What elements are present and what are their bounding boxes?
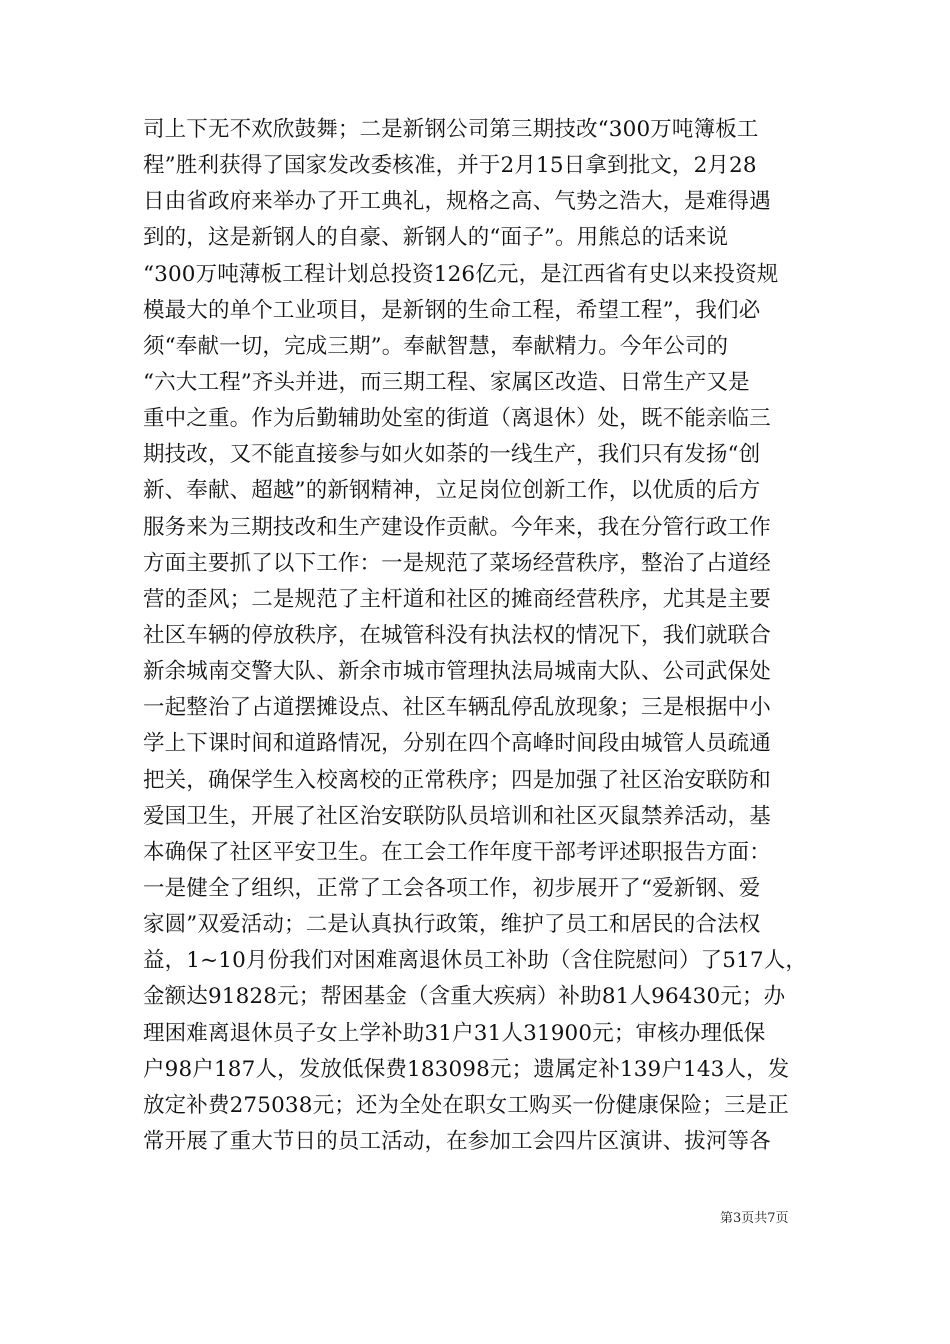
text-line: 一起整治了占道摆摊设点、社区车辆乱停乱放现象；三是根据中小: [143, 695, 771, 721]
text-line: 把关，确保学生入校离校的正常秩序；四是加强了社区治安联防和: [143, 767, 771, 793]
text-line: 户98户187人，发放低保费183098元；遗属定补139户143人，发: [143, 1056, 790, 1082]
text-line: “300万吨薄板工程计划总投资126亿元，是江西省有史以来投资规: [143, 261, 779, 287]
text-line: 本确保了社区平安卫生。在工会工作年度干部考评述职报告方面：: [143, 839, 771, 865]
page-number-footer: 第3页共7页: [720, 1211, 789, 1226]
text-line: 重中之重。作为后勤辅助处室的街道（离退休）处，既不能亲临三: [143, 406, 771, 432]
text-line: 理困难离退休员子女上学补助31户31人31900元；审核办理低保: [143, 1020, 766, 1046]
text-line: 司上下无不欢欣鼓舞；二是新钢公司第三期技改“300万吨簿板工: [143, 117, 759, 142]
text-line: “六大工程”齐头并进，而三期工程、家属区改造、日常生产又是: [143, 369, 750, 395]
text-line: 模最大的单个工业项目，是新钢的生命工程，希望工程”，我们必: [143, 297, 761, 323]
text-line: 期技改，又不能直接参与如火如荼的一线生产，我们只有发扬“创: [143, 442, 761, 468]
text-line: 到的，这是新钢人的自豪、新钢人的“面子”。用熊总的话来说: [143, 225, 729, 251]
text-line: 服务来为三期技改和生产建设作贡献。今年来，我在分管行政工作: [143, 514, 771, 540]
text-line: 放定补费275038元；还为全处在职女工购买一份健康保险；三是正: [143, 1092, 789, 1118]
text-line: 新、奉献、超越”的新钢精神，立足岗位创新工作，以优质的后方: [143, 478, 761, 504]
body-text: [143, 112, 823, 1160]
text-line: 爱国卫生，开展了社区治安联防队员培训和社区灭鼠禁养活动，基: [143, 803, 771, 829]
text-line: 家圆”双爱活动；二是认真执行政策，维护了员工和居民的合法权: [143, 912, 761, 938]
text-line: 程”胜利获得了国家发改委核准，并于2月15日拿到批文，2月28: [143, 153, 757, 179]
text-line: 营的歪风；二是规范了主杆道和社区的摊商经营秩序，尤其是主要: [143, 586, 771, 612]
text-line: 须“奉献一切，完成三期”。奉献智慧，奉献精力。今年公司的: [143, 333, 729, 359]
text-line: 社区车辆的停放秩序，在城管科没有执法权的情况下，我们就联合: [143, 622, 771, 648]
text-line: 日由省政府来举办了开工典礼，规格之高、气势之浩大，是难得遇: [143, 189, 771, 215]
text-line: 新余城南交警大队、新余市城市管理执法局城南大队、公司武保处: [143, 659, 771, 685]
text-line: 益，1~10月份我们对困难离退休员工补助（含住院慰问）了517人，: [143, 948, 808, 974]
text-line: 学上下课时间和道路情况，分别在四个高峰时间段由城管人员疏通: [143, 731, 771, 757]
text-line: 常开展了重大节日的员工活动，在参加工会四片区演讲、拔河等各: [143, 1128, 771, 1154]
text-line: 一是健全了组织，正常了工会各项工作，初步展开了“爱新钢、爱: [143, 875, 761, 901]
text-line: 金额达91828元；帮困基金（含重大疾病）补助81人96430元；办: [143, 984, 786, 1010]
text-line: 方面主要抓了以下工作：一是规范了菜场经营秩序，整治了占道经: [143, 550, 771, 576]
